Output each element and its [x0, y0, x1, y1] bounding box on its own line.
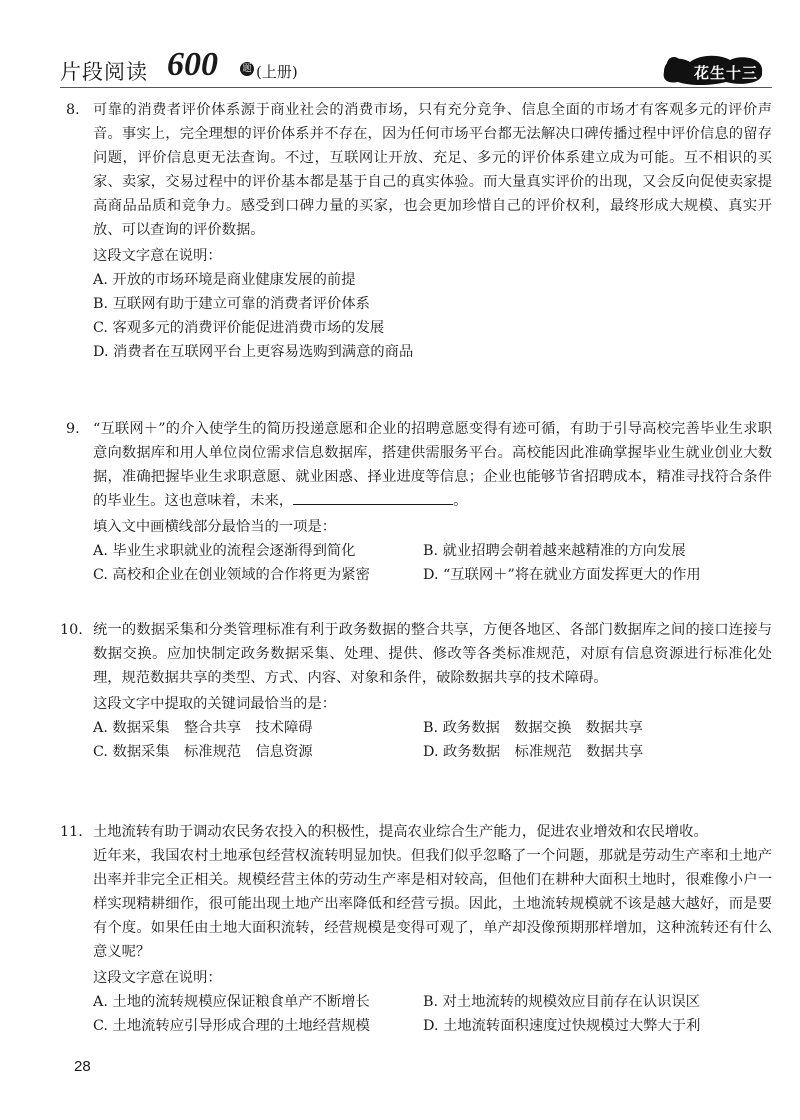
- option-c: C. 客观多元的消费评价能促进消费市场的发展: [93, 320, 385, 336]
- question-stem-first: 土地流转有助于调动农民务农投入的积极性，提高农业综合生产能力，促进农业增效和农民增收。: [93, 824, 708, 840]
- question-stem: 可靠的消费者评价体系源于商业社会的消费市场，只有充分竞争、信息全面的市场才有客观多元的评价声音。事实上，完全理想的评价体系并不存在，因为任何市场平台都无法解决口碑传播过程中评价信息的留存问题，评价信息更无法查询。不过，互联网让开放、充足、多元的评价体系建立成为可能。互不相识的买家、卖家，交易过程中的评价基本都是基于自己的真实体验。而大量真实评价的出现，又会反向促使卖家提高商品品质和竞争力。感受到口碑力量的买家，也会更加珍惜自己的评价权利，最终形成大规模、真实开放、可以查询的评价数据。: [93, 102, 772, 238]
- option-b: B. 对土地流转的规模效应目前存在认识误区: [423, 994, 700, 1010]
- option-a: A. 毕业生求职就业的流程会逐渐得到简化: [93, 543, 356, 559]
- question-number: 9.: [66, 421, 80, 437]
- question-number: 8.: [66, 102, 80, 118]
- page-number: 28: [74, 1058, 91, 1075]
- option-c: C. 土地流转应引导形成合理的土地经营规模: [93, 1018, 370, 1034]
- question-number: 11.: [60, 824, 83, 840]
- question-stem: 统一的数据采集和分类管理标准有利于政务数据的整合共享，方便各地区、各部门数据库之间的接口连接与数据交换。应加快制定政务数据采集、处理、提供、修改等各类标准规范，对原有信息资源进行标准化处理，规范数据共享的类型、方式、内容、对象和条件，破除数据共享的技术障碍。: [93, 622, 772, 686]
- brand-logo-text: 花生十三: [693, 64, 758, 82]
- book-title-ti: 题: [240, 62, 254, 76]
- question-9: [66, 417, 772, 587]
- option-c: C. 数据采集 标准规范 信息资源: [93, 744, 313, 760]
- option-d: D. 消费者在互联网平台上更容易选购到满意的商品: [93, 344, 414, 360]
- question-8: [66, 98, 772, 364]
- book-title-number: 600: [167, 46, 218, 83]
- option-b: B. 政务数据 数据交换 数据共享: [423, 720, 643, 736]
- question-prompt: 这段文字中提取的关键词最恰当的是：: [93, 696, 337, 712]
- option-row: [93, 539, 772, 563]
- question-prompt: 填入文中画横线部分最恰当的一项是：: [93, 519, 337, 535]
- option-row: [93, 716, 772, 740]
- book-title-volume: (上册): [256, 63, 298, 81]
- option-d: D. “互联网＋”将在就业方面发挥更大的作用: [423, 567, 701, 583]
- book-title: 片段阅读: [60, 60, 148, 84]
- option-b: B. 互联网有助于建立可靠的消费者评价体系: [93, 296, 370, 312]
- option-row: [93, 563, 772, 587]
- question-11: [60, 820, 772, 1038]
- page-header: [60, 46, 772, 96]
- answer-blank: [293, 490, 453, 505]
- option-b: B. 就业招聘会朝着越来越精准的方向发展: [423, 543, 686, 559]
- option-a: A. 数据采集 整合共享 技术障碍: [93, 720, 313, 736]
- question-stem: [93, 417, 772, 513]
- option-d: D. 土地流转面积速度过快规模过大弊大于利: [423, 1018, 701, 1034]
- option-c: C. 高校和企业在创业领域的合作将更为紧密: [93, 567, 370, 583]
- question-10: [60, 618, 772, 764]
- option-a: A. 土地的流转规模应保证粮食单产不断增长: [93, 994, 370, 1010]
- question-prompt: 这段文字意在说明：: [93, 248, 222, 264]
- question-stem-text: “互联网＋”的介入使学生的简历投递意愿和企业的招聘意愿变得有迹可循，有助于引导高校完善毕业生求职意向数据库和用人单位岗位需求信息数据库，搭建供需服务平台。高校能因此准确掌握毕业生就业创业大数据，准确把握毕业生求职意愿、就业困惑、择业进度等信息；企业也能够节省招聘成本，精准寻找符合条件的毕业生。这也意味着，未来，: [93, 421, 772, 509]
- option-row: [93, 740, 772, 764]
- option-a: A. 开放的市场环境是商业健康发展的前提: [93, 272, 356, 288]
- header-divider: [60, 87, 772, 88]
- question-prompt: 这段文字意在说明：: [93, 970, 222, 986]
- option-row: [93, 1014, 772, 1038]
- option-d: D. 政务数据 标准规范 数据共享: [423, 744, 644, 760]
- question-stem-end: 。: [453, 493, 468, 509]
- option-row: [93, 990, 772, 1014]
- question-stem: 近年来，我国农村土地承包经营权流转明显加快。但我们似乎忽略了一个问题，那就是劳动生产率和土地产出率并非完全正相关。规模经营主体的劳动生产率是相对较高，但他们在耕种大面积土地时，很难像小户一样实现精耕细作，很可能出现土地产出率降低和经营亏损。因此，土地流转规模就不该是越大越好，而是要有个度。如果任由土地大面积流转，经营规模是变得可观了，单产却没像预期那样增加，这种流转还有什么意义呢？: [93, 848, 772, 960]
- question-number: 10.: [60, 622, 83, 638]
